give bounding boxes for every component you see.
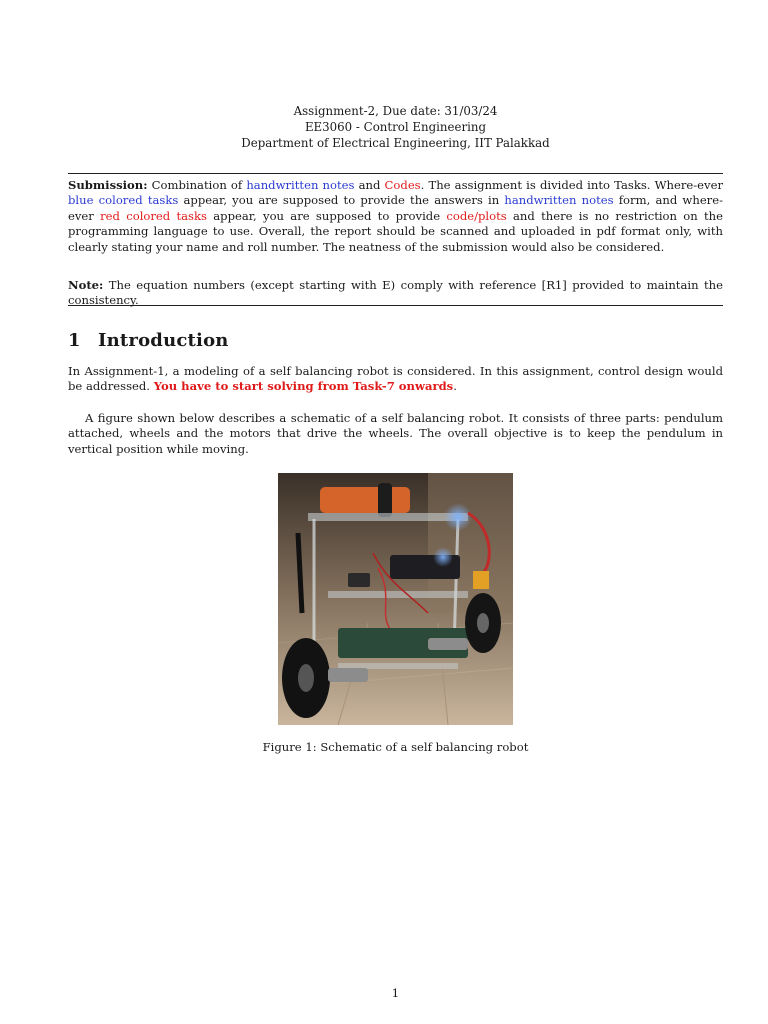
task-start-highlight: You have to start solving from Task-7 onwards xyxy=(153,379,454,394)
note-label: Note: xyxy=(68,278,104,292)
submission-label: Submission: xyxy=(68,178,148,192)
top-rule xyxy=(68,173,723,174)
note-paragraph: Note: The equation numbers (except starting with E) comply with reference [R1] provided to maintain the consistency. xyxy=(68,278,723,308)
document-header xyxy=(68,103,723,151)
code-plots-text: code/plots xyxy=(446,208,507,223)
handwritten-notes-text: handwritten notes xyxy=(246,178,355,192)
red-tasks-text: red colored tasks xyxy=(100,208,207,223)
bottom-rule xyxy=(68,305,723,306)
document-page xyxy=(68,0,723,1024)
intro-paragraph-1: In Assignment-1, a modeling of a self balancing robot is considered. In this assignment, control design would be addressed. You have to start solving from Task-7 onwards. xyxy=(68,364,723,394)
course-title: EE3060 - Control Engineering xyxy=(304,120,487,134)
department-line: Department of Electrical Engineering, IIT Palakkad xyxy=(241,136,550,150)
codes-text: Codes xyxy=(384,178,421,192)
section-heading xyxy=(68,330,229,351)
section-title: Introduction xyxy=(98,330,229,351)
robot-photo xyxy=(278,473,513,725)
assignment-title: Assignment-2, Due date: 31/03/24 xyxy=(293,104,498,118)
handwritten-notes-text-2: handwritten notes xyxy=(504,193,614,208)
submission-paragraph: Submission: Combination of handwritten notes and Codes. The assignment is divided into Tasks. Where-ever blue colored tasks appear, you are supposed to provide the answers in handwritten notes form, and where-ever red colored tasks appear, you are supposed to provide code/plots and there is no restriction on the programming language to use. Overall, the report should be scanned and uploaded in pdf format only, with clearly stating your name and roll number. The neatness of the submission would also be considered. xyxy=(68,178,724,254)
blue-tasks-text: blue colored tasks xyxy=(68,193,179,208)
page-number: 1 xyxy=(391,986,400,1000)
robot-photo-illustration xyxy=(278,473,513,725)
intro-paragraph-2: A figure shown below describes a schematic of a self balancing robot. It consists of three parts: pendulum attached, wheels and the motors that drive the wheels. The overall objective is to keep the pendulum in vertical position while moving. xyxy=(68,411,723,456)
section-number: 1 xyxy=(68,330,81,351)
figure-caption: Figure 1: Schematic of a self balancing robot xyxy=(262,740,529,754)
